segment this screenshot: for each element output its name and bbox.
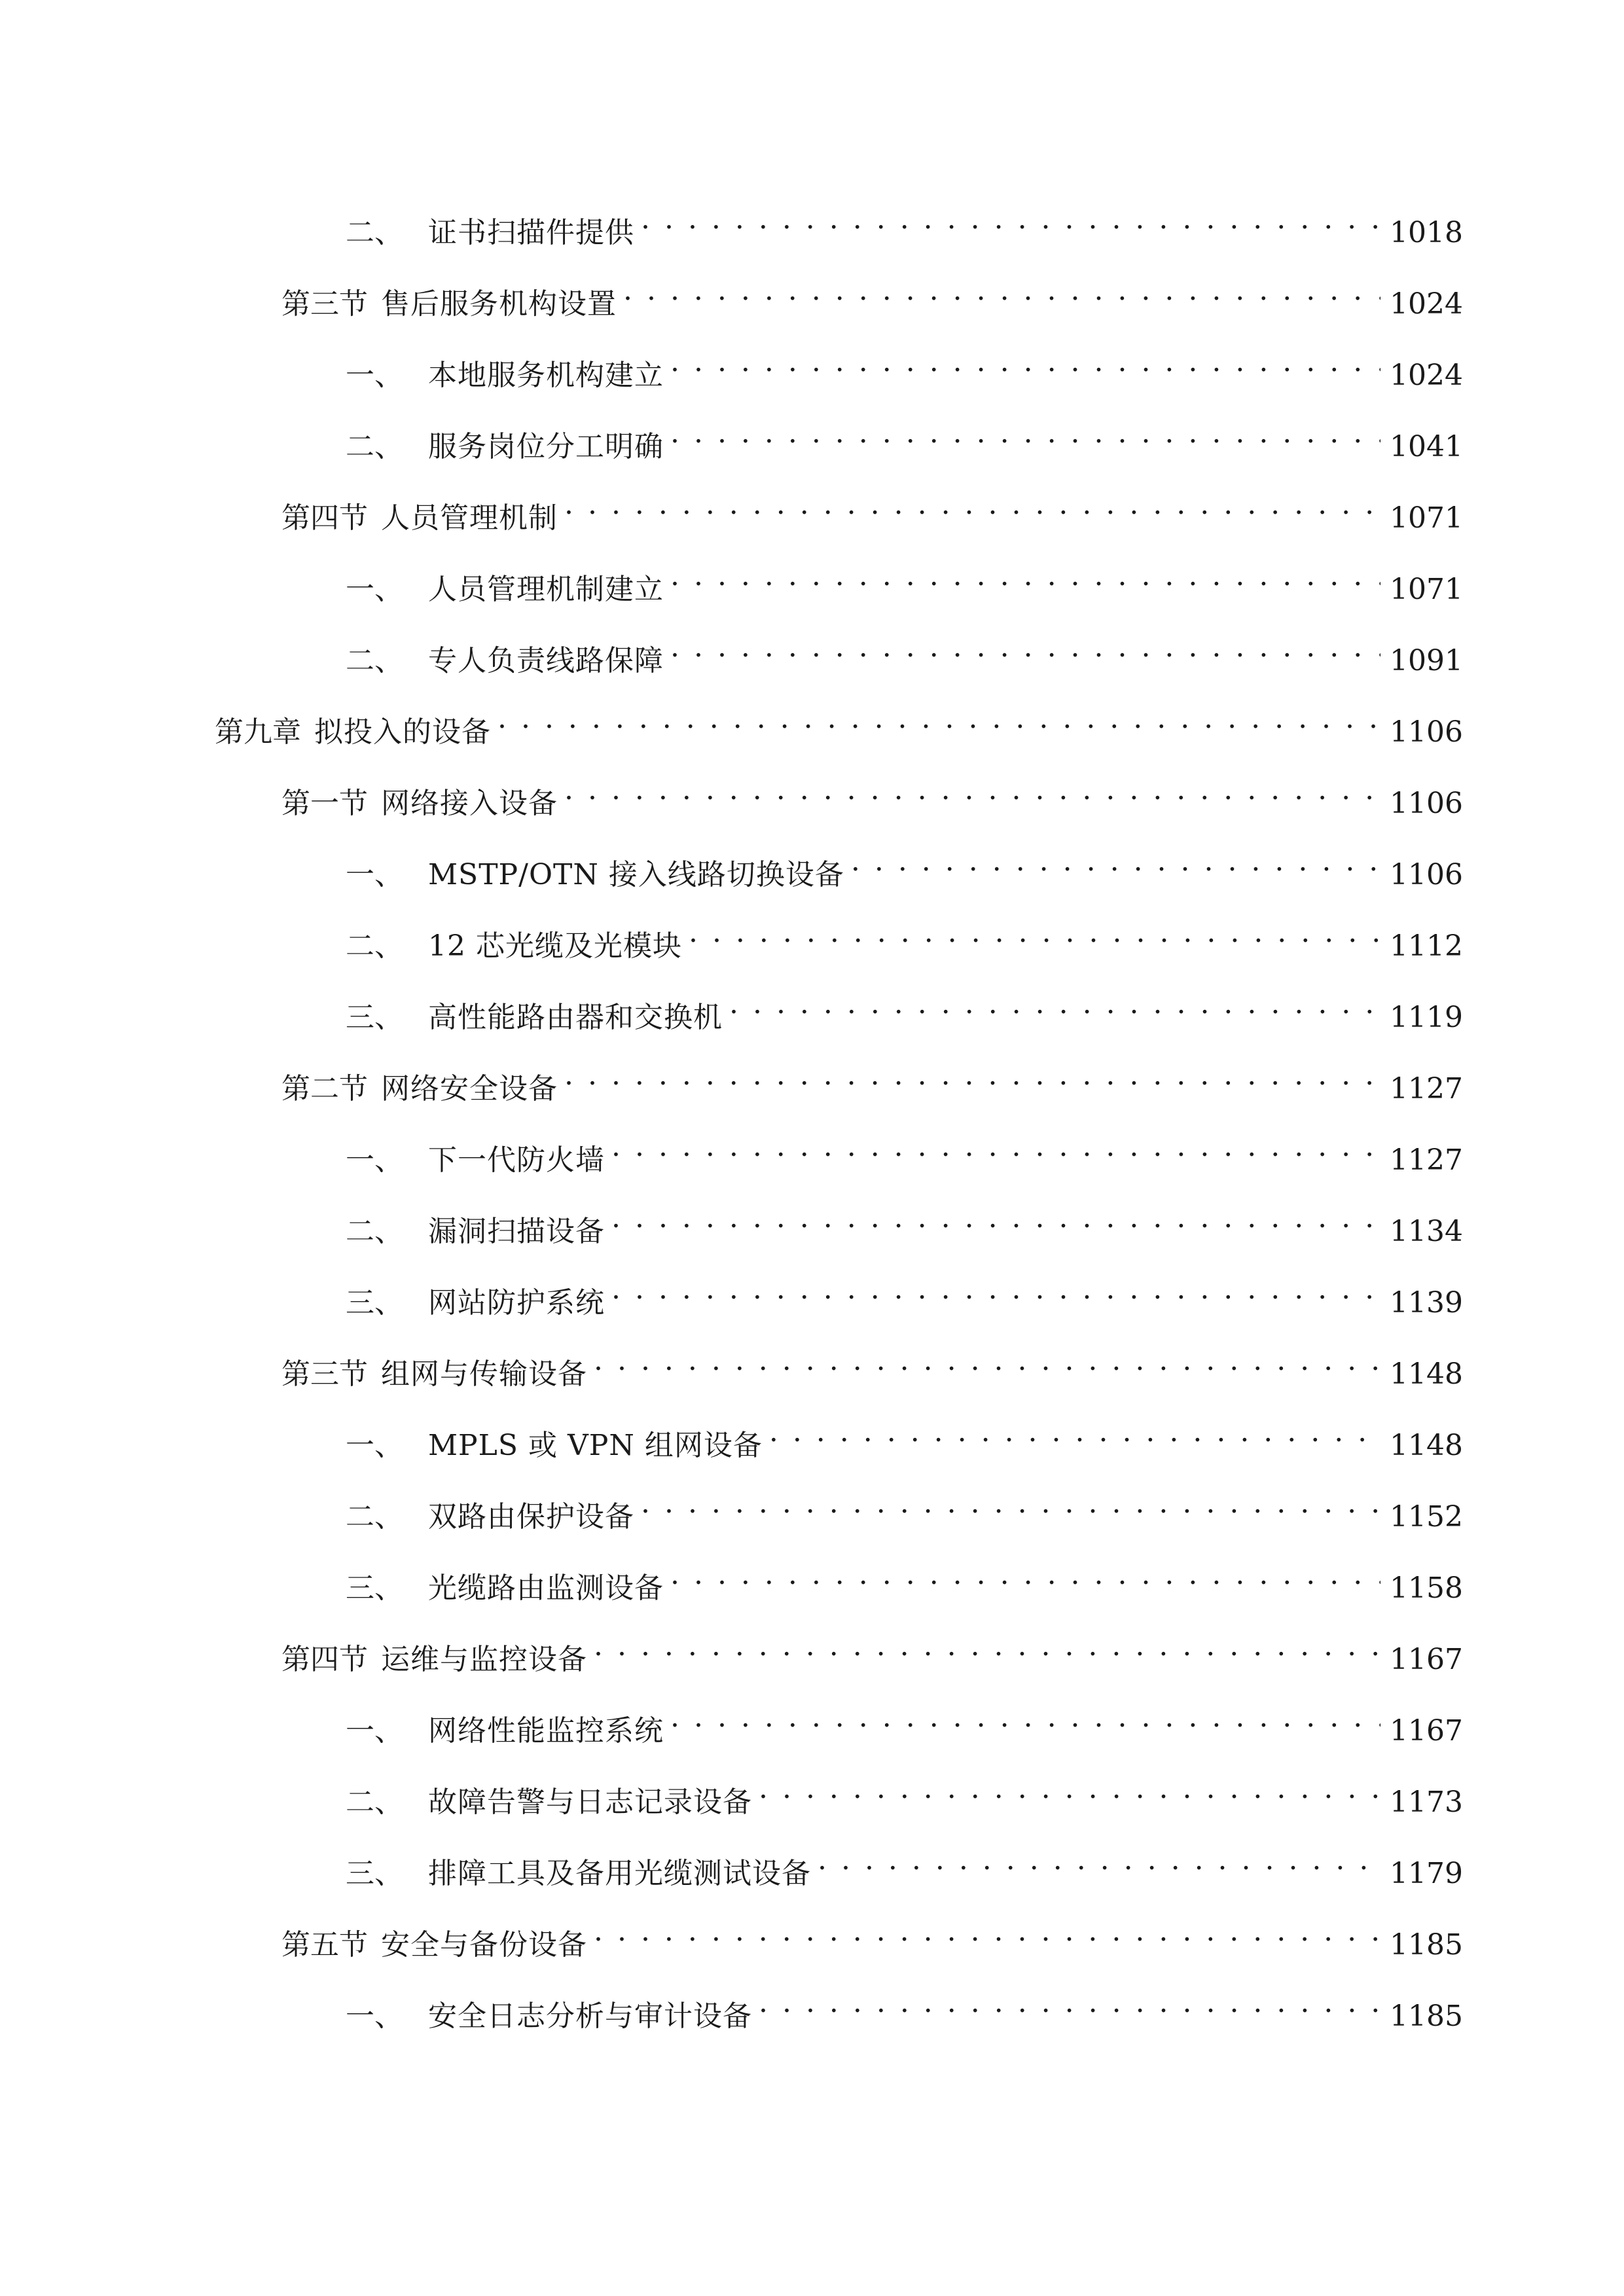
toc-entry-title: 专人负责线路保障 <box>428 644 664 677</box>
toc-entry-title: 故障告警与日志记录设备 <box>428 1785 752 1819</box>
toc-dot-leader <box>641 196 1380 242</box>
toc-entry-page: 1106 <box>1390 715 1463 749</box>
toc-entry-page: 1024 <box>1390 359 1463 392</box>
toc-entry-number: 第一节 <box>281 787 368 820</box>
toc-entry-title: 人员管理机制 <box>381 501 558 535</box>
toc-entry-title: 售后服务机构设置 <box>381 287 617 321</box>
toc-entry-page: 1167 <box>1390 1643 1463 1676</box>
toc-entry-number: 第三节 <box>281 1357 368 1391</box>
toc-entry[interactable] <box>346 1266 1463 1319</box>
toc-entry-number: 二、 <box>346 1785 403 1819</box>
toc-entry-page: 1119 <box>1390 1001 1463 1034</box>
toc-entry[interactable] <box>281 767 1463 820</box>
toc-dot-leader <box>689 910 1380 956</box>
toc-entry-page: 1041 <box>1390 430 1463 463</box>
toc-entry-page: 1134 <box>1390 1215 1463 1248</box>
toc-entry-number: 一、 <box>346 858 403 891</box>
toc-entry-title: 12 芯光缆及光模块 <box>428 929 682 963</box>
toc-entry-number: 二、 <box>346 929 403 963</box>
toc-entry-number: 三、 <box>346 1001 403 1034</box>
toc-entry-title: 网站防护系统 <box>428 1286 605 1319</box>
toc-dot-leader <box>611 1124 1380 1170</box>
toc-entry-page: 1024 <box>1390 287 1463 321</box>
toc-entry-number: 二、 <box>346 644 403 677</box>
toc-entry-title: 光缆路由监测设备 <box>428 1571 664 1605</box>
toc-entry-page: 1127 <box>1390 1072 1463 1105</box>
toc-entry-number: 二、 <box>346 216 403 249</box>
toc-entry-page: 1018 <box>1390 216 1463 249</box>
toc-entry[interactable] <box>215 696 1463 749</box>
toc-dot-leader <box>670 1695 1380 1740</box>
toc-entry-number: 三、 <box>346 1571 403 1605</box>
toc-entry[interactable] <box>281 1909 1463 1962</box>
toc-entry-number: 一、 <box>346 1143 403 1177</box>
toc-entry-title: 安全日志分析与审计设备 <box>428 2000 752 2033</box>
toc-dot-leader <box>769 1409 1380 1455</box>
toc-entry[interactable] <box>281 1052 1463 1105</box>
toc-entry-number: 第四节 <box>281 501 368 535</box>
toc-entry-title: 安全与备份设备 <box>381 1928 587 1962</box>
toc-entry[interactable] <box>346 624 1463 677</box>
toc-entry-title: 网络安全设备 <box>381 1072 558 1105</box>
toc-dot-leader <box>564 1052 1380 1098</box>
toc-entry-number: 第四节 <box>281 1643 368 1676</box>
toc-entry-number: 一、 <box>346 2000 403 2033</box>
toc-entry-page: 1167 <box>1390 1714 1463 1748</box>
toc-entry-title: 双路由保护设备 <box>428 1500 634 1534</box>
toc-dot-leader <box>670 339 1380 385</box>
toc-entry-page: 1127 <box>1390 1143 1463 1177</box>
toc-entry-page: 1139 <box>1390 1286 1463 1319</box>
toc-dot-leader <box>641 1480 1380 1526</box>
toc-entry[interactable] <box>346 1552 1463 1605</box>
toc-entry-page: 1185 <box>1390 2000 1463 2033</box>
toc-dot-leader <box>564 482 1380 528</box>
toc-entry-number: 第五节 <box>281 1928 368 1962</box>
toc-entry-page: 1091 <box>1390 644 1463 677</box>
toc-entry-number: 二、 <box>346 430 403 463</box>
toc-entry-page: 1152 <box>1390 1500 1463 1534</box>
toc-entry[interactable] <box>346 1480 1463 1534</box>
toc-entry-page: 1185 <box>1390 1928 1463 1962</box>
toc-entry-number: 第九章 <box>215 715 301 749</box>
toc-entry[interactable] <box>281 1623 1463 1676</box>
toc-entry-number: 三、 <box>346 1286 403 1319</box>
toc-entry-number: 第三节 <box>281 287 368 321</box>
toc-entry-title: 运维与监控设备 <box>381 1643 587 1676</box>
toc-entry-title: 拟投入的设备 <box>314 715 491 749</box>
toc-entry-number: 第二节 <box>281 1072 368 1105</box>
toc-entry-number: 二、 <box>346 1500 403 1534</box>
toc-entry-number: 一、 <box>346 573 403 606</box>
toc-entry-title: 服务岗位分工明确 <box>428 430 664 463</box>
toc-entry-page: 1106 <box>1390 858 1463 891</box>
toc-entry-number: 一、 <box>346 1714 403 1748</box>
toc-entry-page: 1148 <box>1390 1429 1463 1462</box>
toc-dot-leader <box>670 1552 1380 1598</box>
toc-dot-leader <box>497 696 1380 742</box>
toc-dot-leader <box>623 268 1380 314</box>
toc-entry-page: 1148 <box>1390 1357 1463 1391</box>
toc-entry-number: 一、 <box>346 1429 403 1462</box>
toc-dot-leader <box>594 1909 1380 1954</box>
toc-dot-leader <box>594 1623 1380 1669</box>
toc-entry[interactable] <box>346 339 1463 392</box>
toc-entry-page: 1106 <box>1390 787 1463 820</box>
toc-entry[interactable] <box>281 482 1463 535</box>
toc-entry-number: 三、 <box>346 1857 403 1890</box>
toc-dot-leader <box>670 624 1380 670</box>
toc-entry-title: MPLS 或 VPN 组网设备 <box>428 1429 763 1462</box>
toc-entry[interactable] <box>346 1409 1463 1462</box>
toc-entry[interactable] <box>346 1195 1463 1248</box>
toc-entry-title: 高性能路由器和交换机 <box>428 1001 723 1034</box>
toc-entry[interactable] <box>346 1837 1463 1890</box>
toc-entry-page: 1179 <box>1390 1857 1463 1890</box>
toc-entry[interactable] <box>346 410 1463 463</box>
toc-entry-title: 网络接入设备 <box>381 787 558 820</box>
toc-entry-title: 组网与传输设备 <box>381 1357 587 1391</box>
toc-entry-number: 一、 <box>346 359 403 392</box>
toc-dot-leader <box>670 410 1380 456</box>
toc-dot-leader <box>851 838 1380 884</box>
toc-entry-title: MSTP/OTN 接入线路切换设备 <box>428 858 844 891</box>
toc-entry[interactable] <box>346 910 1463 963</box>
toc-entry[interactable] <box>346 838 1463 891</box>
toc-dot-leader <box>670 553 1380 599</box>
toc-entry-title: 人员管理机制建立 <box>428 573 664 606</box>
toc-entry-page: 1158 <box>1390 1571 1463 1605</box>
toc-entry[interactable] <box>346 1124 1463 1177</box>
toc-entry-title: 漏洞扫描设备 <box>428 1215 605 1248</box>
toc-dot-leader <box>611 1266 1380 1312</box>
toc-entry-title: 排障工具及备用光缆测试设备 <box>428 1857 811 1890</box>
toc-entry[interactable] <box>346 1766 1463 1819</box>
toc-entry[interactable] <box>346 981 1463 1034</box>
toc-entry-page: 1173 <box>1390 1785 1463 1819</box>
toc-entry-page: 1071 <box>1390 573 1463 606</box>
toc-entry-page: 1071 <box>1390 501 1463 535</box>
toc-entry[interactable] <box>281 1338 1463 1391</box>
toc-dot-leader <box>594 1338 1380 1384</box>
toc-dot-leader <box>611 1195 1380 1241</box>
toc-entry[interactable] <box>346 1695 1463 1748</box>
toc-entry-page: 1112 <box>1390 929 1463 963</box>
toc-entry-title: 网络性能监控系统 <box>428 1714 664 1748</box>
toc-entry[interactable] <box>281 268 1463 321</box>
toc-dot-leader <box>759 1980 1380 2026</box>
toc-entry-title: 下一代防火墙 <box>428 1143 605 1177</box>
toc-entry-title: 本地服务机构建立 <box>428 359 664 392</box>
toc-entry[interactable] <box>346 553 1463 606</box>
toc-entry-title: 证书扫描件提供 <box>428 216 634 249</box>
toc-entry[interactable] <box>346 1980 1463 2033</box>
toc-dot-leader <box>564 767 1380 813</box>
toc-dot-leader <box>818 1837 1380 1883</box>
toc-dot-leader <box>729 981 1380 1027</box>
toc-entry[interactable] <box>346 196 1463 249</box>
toc-entry-number: 二、 <box>346 1215 403 1248</box>
toc-dot-leader <box>759 1766 1380 1812</box>
